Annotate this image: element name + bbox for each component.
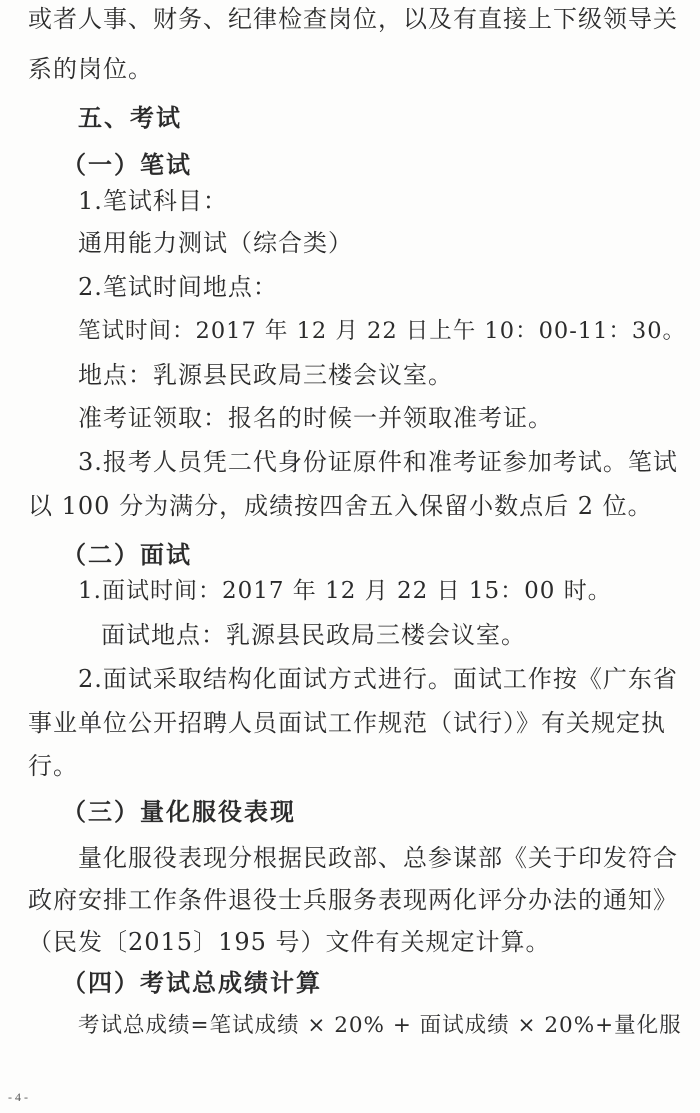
body-text-line: 笔试时间：2017 年 12 月 22 日上午 10：00-11：30。 xyxy=(78,318,687,344)
body-text-line: 政府安排工作条件退役士兵服务表现两化评分办法的通知》 xyxy=(28,886,678,914)
body-text-line: 面试地点：乳源县民政局三楼会议室。 xyxy=(101,621,526,649)
body-text-line: 1.笔试科目： xyxy=(78,187,228,215)
body-text-line: （民发〔2015〕195 号）文件有关规定计算。 xyxy=(28,928,551,956)
section-heading: 五、考试 xyxy=(78,104,182,132)
body-text-line: 通用能力测试（综合类） xyxy=(78,229,353,257)
body-text-line: 准考证领取：报名的时候一并领取准考证。 xyxy=(78,404,553,432)
body-text-line: 量化服役表现分根据民政部、总参谋部《关于印发符合 xyxy=(78,844,678,872)
body-text-line: 系的岗位。 xyxy=(28,55,153,83)
body-text-line: 行。 xyxy=(28,752,78,780)
body-text-line: 考试总成绩=笔试成绩 × 20% + 面试成绩 × 20%+量化服 xyxy=(78,1013,682,1038)
body-text-line: 2.笔试时间地点： xyxy=(78,273,278,301)
subsection-heading: （三）量化服役表现 xyxy=(62,798,296,826)
subsection-heading: （二）面试 xyxy=(62,541,192,569)
subsection-heading: （四）考试总成绩计算 xyxy=(62,969,322,997)
body-text-line: 地点：乳源县民政局三楼会议室。 xyxy=(78,361,453,389)
body-text-line: 事业单位公开招聘人员面试工作规范（试行）》有关规定执 xyxy=(28,709,666,737)
page-number: - 4 - xyxy=(8,1090,28,1104)
body-text-line: 3.报考人员凭二代身份证原件和准考证参加考试。笔试 xyxy=(78,448,678,476)
body-text-line: 2.面试采取结构化面试方式进行。面试工作按《广东省 xyxy=(78,665,678,693)
body-text-line: 以 100 分为满分，成绩按四舍五入保留小数点后 2 位。 xyxy=(28,492,653,520)
subsection-heading: （一）笔试 xyxy=(62,151,192,179)
body-text-line: 或者人事、财务、纪律检查岗位，以及有直接上下级领导关 xyxy=(28,5,678,33)
body-text-line: 1.面试时间：2017 年 12 月 22 日 15：00 时。 xyxy=(78,578,612,604)
